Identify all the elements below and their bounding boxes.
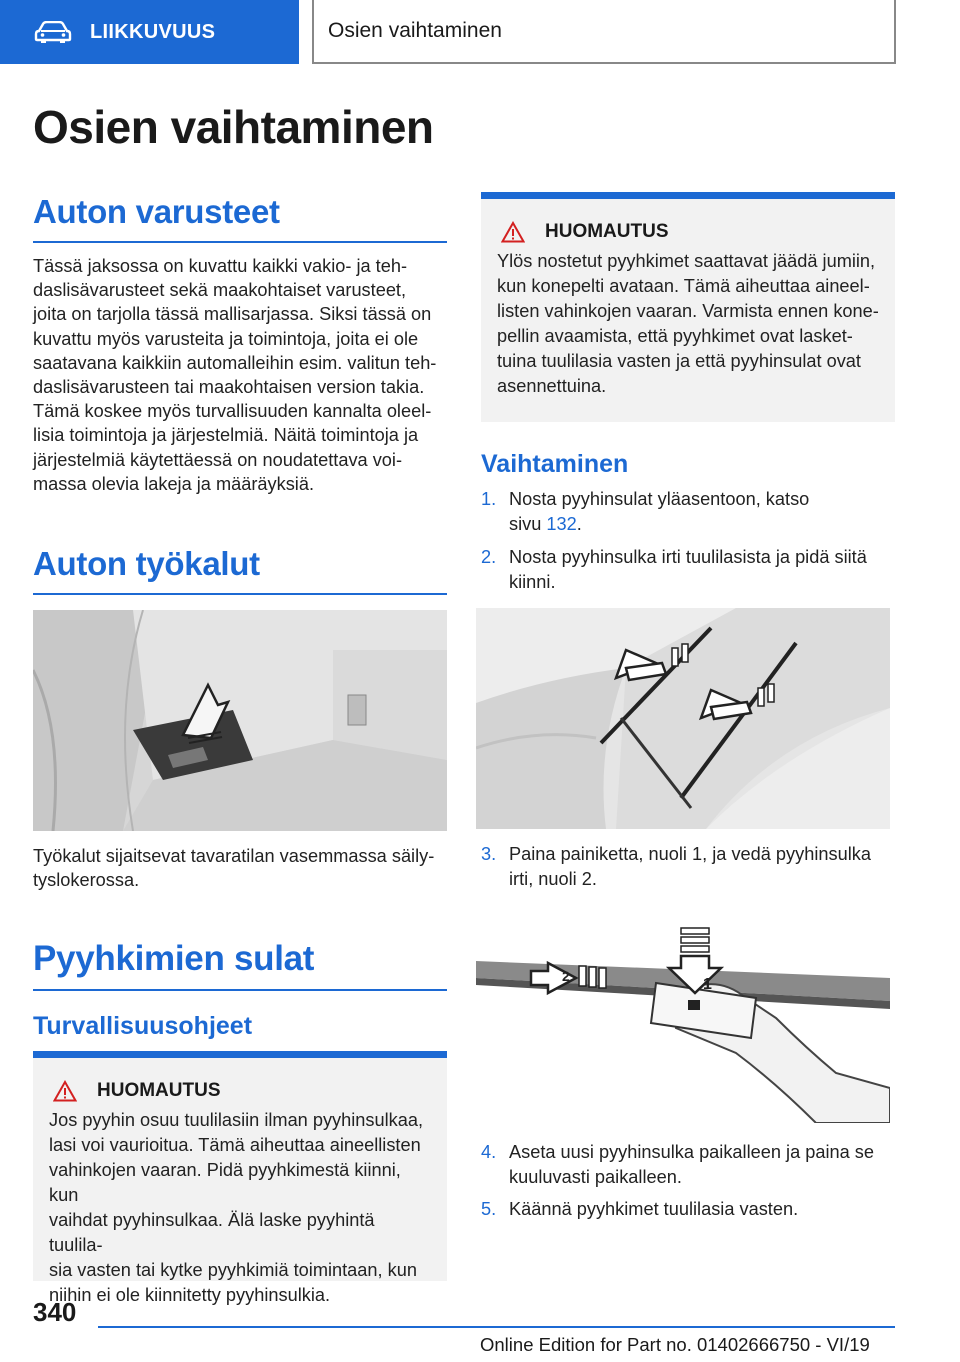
step-3: 3. Paina painiketta, nuoli 1, ja vedä pyyhinsulka irti, nuoli 2. [481,844,871,889]
notice-box-right [481,192,895,422]
chapter-label: LIIKKUVUUS [90,20,216,43]
step-5: 5. Käännä pyyhkimet tuulilasia vasten. [481,1199,799,1219]
heading-wipers: Pyyhkimien sulat [33,939,447,991]
notice-title: HUOMAUTUS [97,1080,221,1101]
warning-icon [501,221,525,243]
step-1: 1. Nosta pyyhinsulat yläasentoon, katso sivu 132. [481,489,810,534]
notice-text: Jos pyyhin osuu tuulilasiin ilman pyyhinsulkaa, lasi voi vaurioitua. Tämä aiheuttaa aineellisten vahinkojen vaaran. Pidä pyyhkimestä kiinni, kun vaihdat pyyhinsulkaa. Älä laske pyyhintä tuulila- sia vasten tai kytke pyyhkimiä toimintaan, kun niihin ei ole kiinnitetty pyyhinsulkia. [49,1110,424,1305]
trunk-compartment-image [33,610,447,831]
page-link[interactable]: 132 [546,514,577,534]
heading-equipment: Auton varusteet [33,193,447,243]
page-title: Osien vaihtaminen [33,101,434,153]
figure-label-2: 2 [562,968,570,984]
notice-title: HUOMAUTUS [545,221,669,242]
tools-caption: Työkalut sijaitsevat tavaratilan vasemmassa säily- tyslokerossa. [33,846,435,891]
step-4: 4. Aseta uusi pyyhinsulka paikalleen ja paina se kuuluvasti paikalleen. [481,1142,874,1187]
notice-box-left [33,1051,447,1305]
edition-note: Online Edition for Part no. 01402666750 - VI/19 [480,1334,870,1355]
warning-icon [53,1080,77,1102]
chapter-tab[interactable] [0,0,299,64]
car-icon [34,21,72,43]
step-2: 2. Nosta pyyhinsulka irti tuulilasista ja pidä siitä kiinni. [481,547,867,592]
page-number: 340 [33,1297,77,1327]
equipment-paragraph: Tässä jaksossa on kuvattu kaikki vakio- ja teh- daslisävarusteet sekä maakohtaiset varusteet, joita on tarjolla tässä mallisarjassa. Siksi tässä on kuvattu myös varusteita ja toimintoja, joita ei ole saatavana kaikkiin automalleihin esim. valitun teh- daslisävarusteen tai maakohtaisen version takia. Tämä koskee myös turvallisuuden kannalta oleel- lisia toimintoja ja järjestelmiä. Näitä toimintoja ja järjestelmiä käytettäessä on noudatettava voi- massa olevia lakeja ja määräyksiä. [33,256,437,494]
heading-safety: Turvallisuusohjeet [33,1012,253,1040]
windshield-wipers-image [476,608,890,829]
notice-text: Ylös nostetut pyyhkimet saattavat jäädä jumiin, kun konepelti avataan. Tämä aiheuttaa aineel- listen vahinkojen vaaran. Varmista ennen kone- pellin avaamista, että pyyhkimet ovat lasket- tuina tuulilasia vasten ja että pyyhinsulat ovat asennettuina. [497,251,879,396]
section-title: Osien vaihtaminen [312,0,896,64]
footer-divider [98,1326,895,1328]
figure-label-1: 1 [703,976,712,993]
wiper-release-image [476,923,890,1123]
heading-tools: Auton työkalut [33,545,447,595]
heading-replace: Vaihtaminen [481,450,629,478]
